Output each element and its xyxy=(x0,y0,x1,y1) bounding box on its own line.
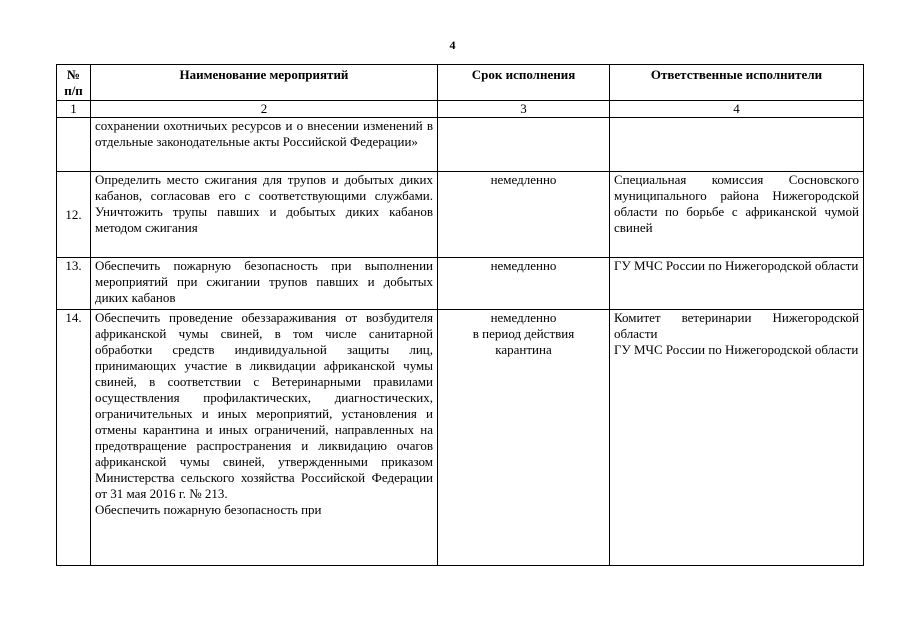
measures-table xyxy=(56,64,864,566)
row-num: 12. xyxy=(57,172,91,258)
row-responsible xyxy=(610,118,864,172)
row-num: 13. xyxy=(57,258,91,310)
header-num: № п/п xyxy=(57,65,91,101)
deadline-line: немедленно xyxy=(490,310,557,325)
row-deadline: немедленно xyxy=(438,258,610,310)
page-number: 4 xyxy=(449,38,456,52)
table-row xyxy=(57,258,864,310)
responsible-line: ГУ МЧС России по Нижегородской области xyxy=(614,342,859,357)
row-name: Обеспечить пожарную безопасность при выполнении мероприятий при сжигании трупов павших и добытых диких кабанов xyxy=(91,258,438,310)
header-name: Наименование мероприятий xyxy=(91,65,438,101)
row-name-text: Обеспечить проведение обеззараживания от возбудителя африканской чумы свиней, в том числе санитарной обработки средств индивидуальной защиты лиц, принимающих участие в ликвидации африканской чумы свиней, в соответствии с Ветеринарными правилами осуществления профилактических, диагностических, ограничительных и иных мероприятий, установления и отмены карантина и иных ограничений, направленных на предотвращение распространения и ликвидацию очагов африканской чумы свиней, утвержденными приказом Министерства сельского хозяйства Российской Федерации от 31 мая 2016 г. № 213. xyxy=(95,310,433,501)
row-responsible: ГУ МЧС России по Нижегородской области xyxy=(610,258,864,310)
header-deadline: Срок исполнения xyxy=(438,65,610,101)
row-deadline xyxy=(438,118,610,172)
row-name xyxy=(91,310,438,566)
row-deadline: немедленно xyxy=(438,172,610,258)
row-deadline xyxy=(438,310,610,566)
row-num xyxy=(57,118,91,172)
row-name-continued: Обеспечить пожарную безопасность при xyxy=(95,502,322,517)
index-cell: 2 xyxy=(91,101,438,118)
row-num: 14. xyxy=(57,310,91,566)
column-index-row xyxy=(57,101,864,118)
deadline-line: в период действия xyxy=(472,326,575,341)
row-name: сохранении охотничьих ресурсов и о внесении изменений в отдельные законодательные акты Российской Федерации» xyxy=(91,118,438,172)
responsible-line: Комитет ветеринарии Нижегородской области xyxy=(614,310,859,341)
table-row xyxy=(57,310,864,566)
table-header-row xyxy=(57,65,864,101)
index-cell: 3 xyxy=(438,101,610,118)
row-responsible: Специальная комиссия Сосновского муниципального района Нижегородской области по борьбе с африканской чумой свиней xyxy=(610,172,864,258)
table-row xyxy=(57,118,864,172)
row-name: Определить место сжигания для трупов и добытых диких кабанов, согласовав его с соответствующими службами. Уничтожить трупы павших и добытых диких кабанов методом сжигания xyxy=(91,172,438,258)
deadline-line: карантина xyxy=(495,342,552,357)
row-responsible xyxy=(610,310,864,566)
table-row xyxy=(57,172,864,258)
index-cell: 4 xyxy=(610,101,864,118)
header-responsible: Ответственные исполнители xyxy=(610,65,864,101)
index-cell: 1 xyxy=(57,101,91,118)
